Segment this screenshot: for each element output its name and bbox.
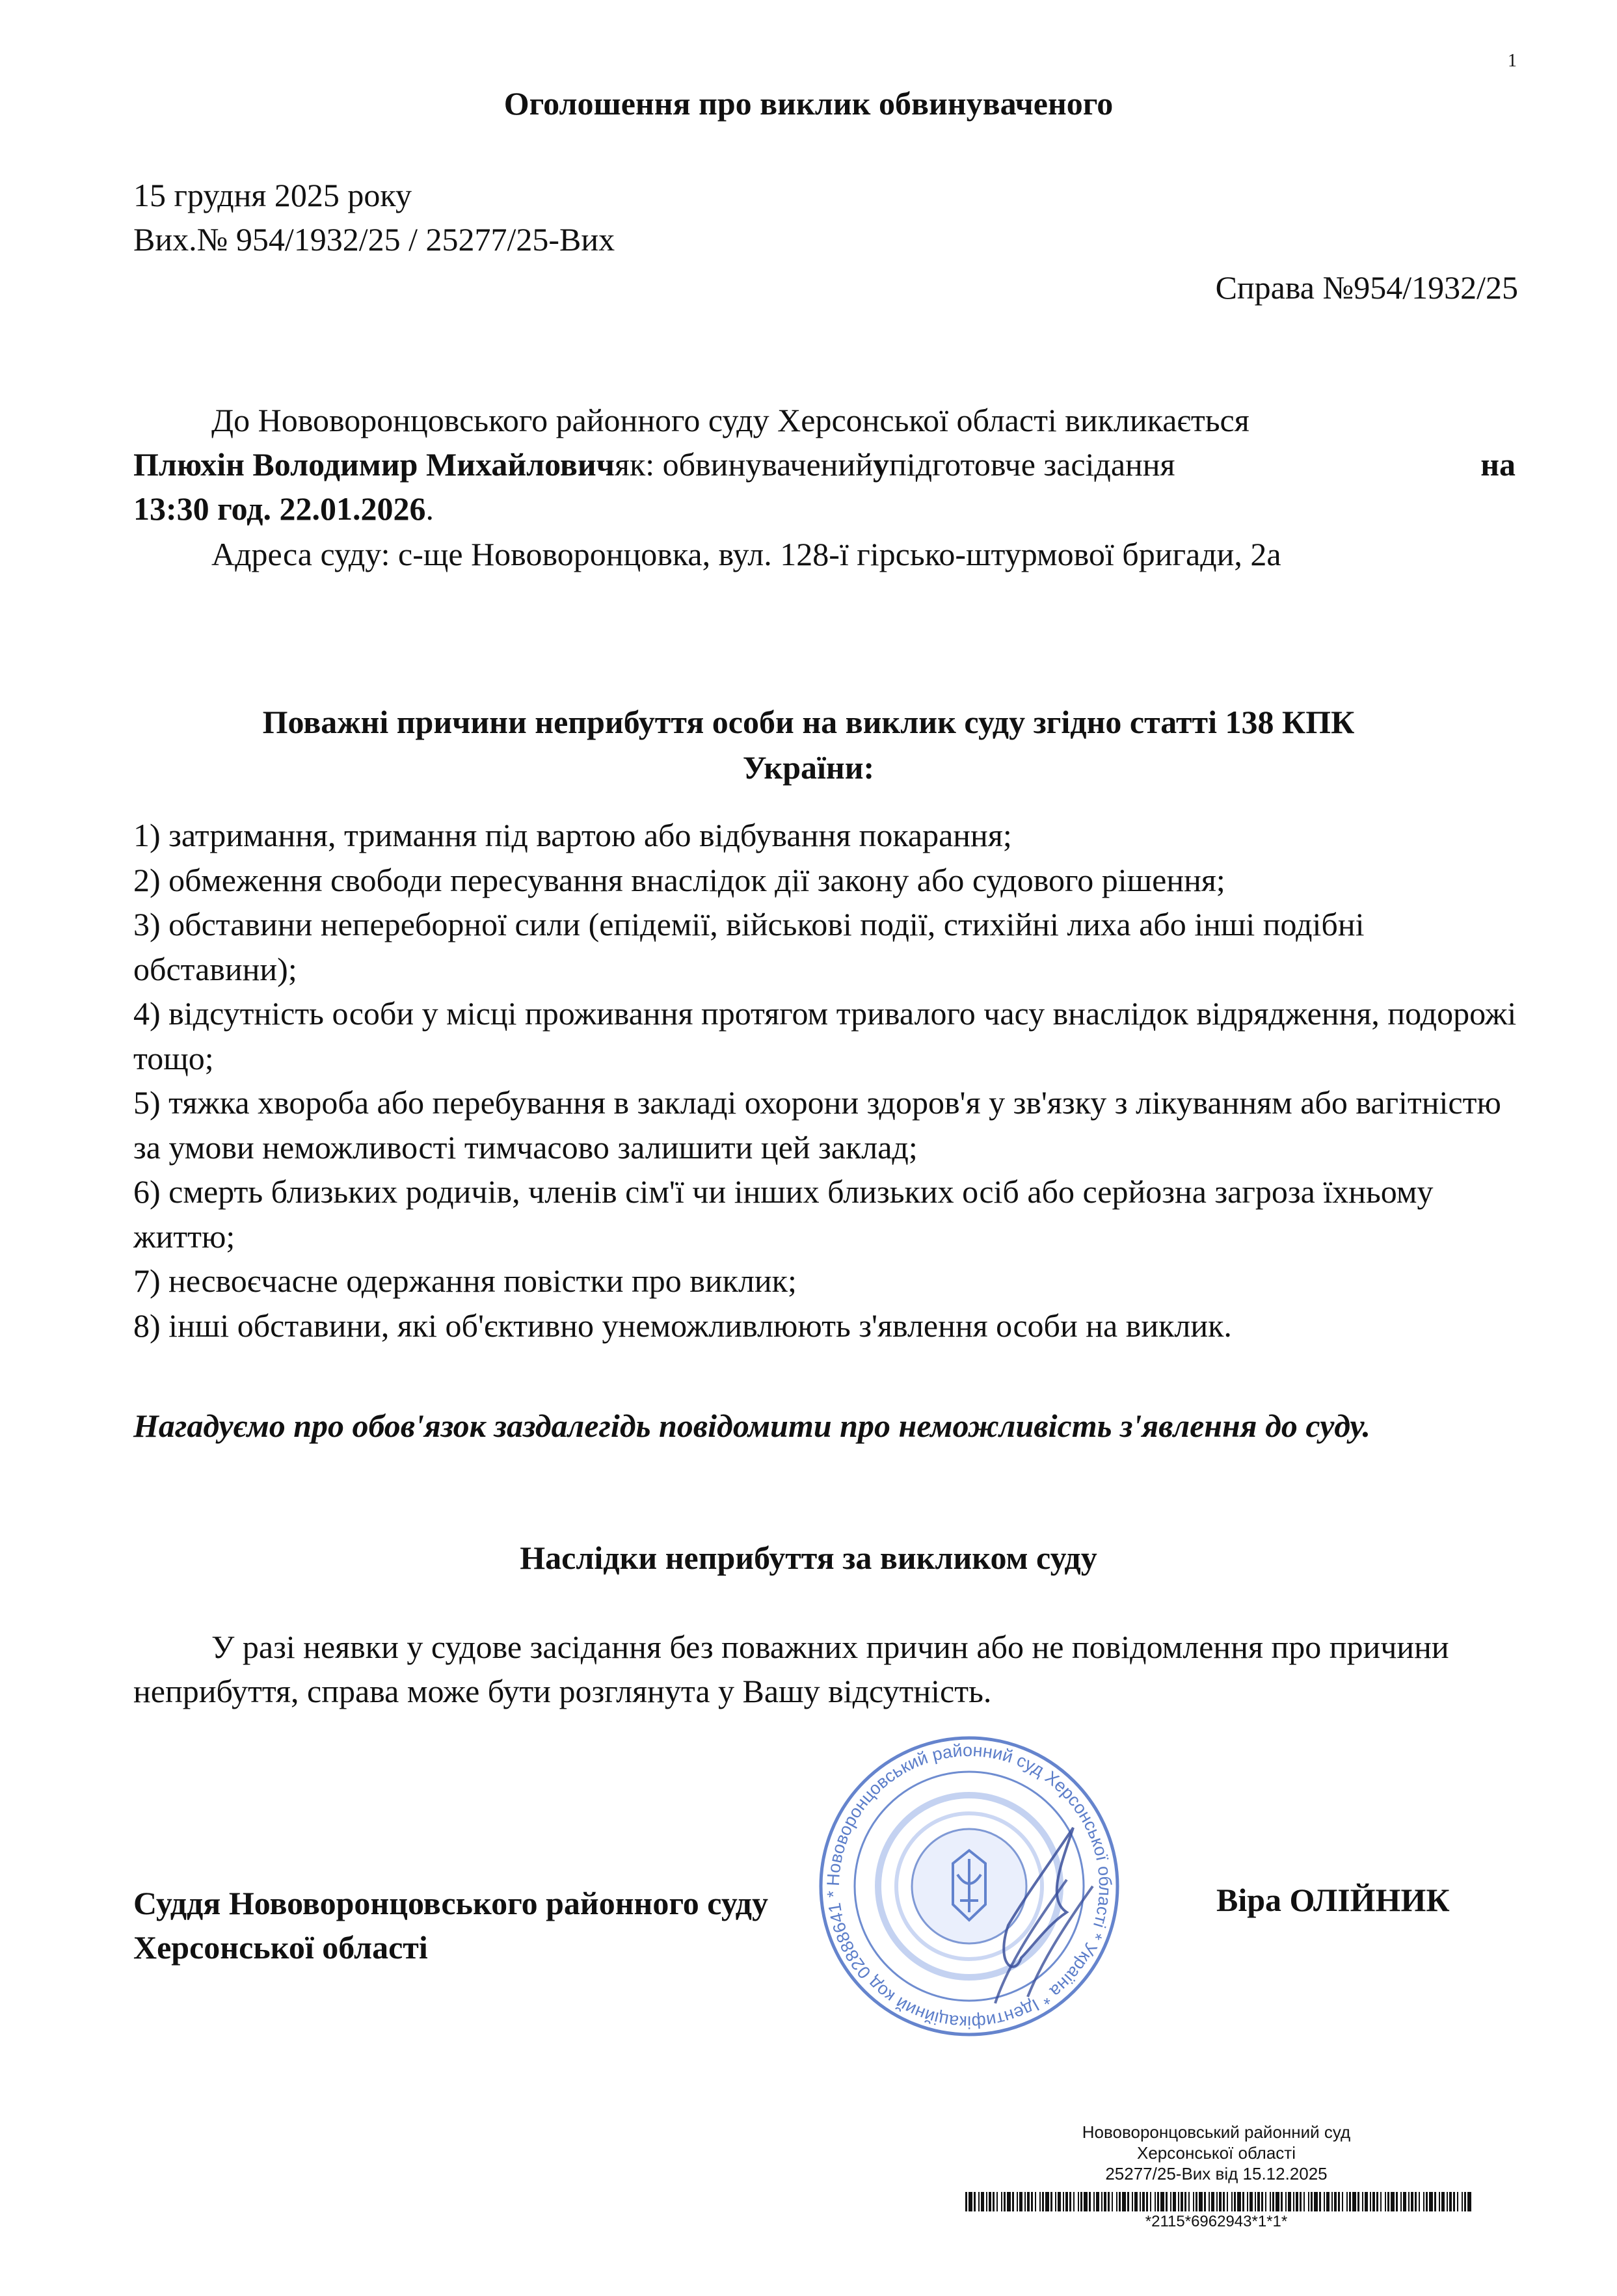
barcode-bar	[1122, 2192, 1126, 2211]
barcode-bar	[1362, 2192, 1363, 2211]
judge-title-line-1: Суддя Нововоронцовського районного суду	[133, 1885, 768, 1921]
barcode-bar	[1457, 2192, 1458, 2211]
barcode-bar	[1157, 2192, 1159, 2211]
barcode	[965, 2192, 1473, 2211]
barcode-bar	[1209, 2192, 1210, 2211]
summons-role: як: обвинувачений	[614, 446, 873, 483]
barcode-bar	[1385, 2192, 1386, 2211]
barcode-bar	[1265, 2192, 1266, 2211]
list-item: 5) тяжка хвороба або перебування в закладі охорони здоров'я у зв'язку з лікуванням або вагітністю за умови неможливості тимчасово залишити цей заклад;	[133, 1084, 1501, 1166]
barcode-bar	[989, 2192, 991, 2211]
judge-name: Віра ОЛІЙНИК	[1216, 1882, 1450, 1918]
list-item: 1) затримання, тримання під вартою або відбування покарання;	[133, 817, 1012, 853]
barcode-bar	[1204, 2192, 1206, 2211]
barcode-bar	[1396, 2192, 1398, 2211]
barcode-bar	[1080, 2192, 1082, 2211]
barcode-bar	[1142, 2192, 1145, 2211]
barcode-bar	[1257, 2192, 1260, 2211]
barcode-bar	[1219, 2192, 1222, 2211]
barcode-bar	[1178, 2192, 1179, 2211]
barcode-bar	[996, 2192, 998, 2211]
list-item: 3) обставини непереборної сили (епідемії, військові події, стихійні лиха або інші подібні обставини);	[133, 906, 1365, 987]
barcode-bar	[1370, 2192, 1371, 2211]
barcode-bar	[1127, 2192, 1129, 2211]
court-address: Адреса суду: с-ще Нововоронцовка, вул. 128-ї гірсько-штурмової бригади, 2а	[211, 536, 1281, 572]
barcode-bar	[1199, 2192, 1203, 2211]
barcode-bar	[1449, 2192, 1452, 2211]
barcode-bar	[1119, 2192, 1121, 2211]
barcode-bar	[1365, 2192, 1368, 2211]
consequences-paragraph: У разі неявки у судове засідання без поважних причин або не повідомлення про причини неприбуття, справа може бути розглянута у Вашу відсутність.	[133, 1629, 1449, 1709]
outgoing-number: Вих.№ 954/1932/25 / 25277/25-Вих	[133, 221, 615, 258]
barcode-bar	[1146, 2192, 1148, 2211]
registration-number: 25277/25-Вих від 15.12.2025	[1105, 2164, 1328, 2183]
barcode-bar	[1019, 2192, 1022, 2211]
summons-at: на	[1480, 446, 1516, 483]
registration-region: Херсонської області	[1137, 2143, 1296, 2163]
barcode-text: *2115*6962943*1*1*	[1145, 2213, 1288, 2230]
summons-preposition: у	[872, 446, 889, 483]
consequences-title: Наслідки неприбуття за викликом суду	[520, 1540, 1097, 1576]
barcode-bar	[1415, 2192, 1417, 2211]
barcode-bar	[1078, 2192, 1079, 2211]
barcode-bar	[1272, 2192, 1274, 2211]
barcode-bar	[1101, 2192, 1102, 2211]
barcode-bar	[1042, 2192, 1044, 2211]
barcode-bar	[1372, 2192, 1375, 2211]
barcode-bar	[1096, 2192, 1099, 2211]
barcode-bar	[1352, 2192, 1356, 2211]
document-title: Оголошення про виклик обвинуваченого	[503, 85, 1114, 122]
barcode-bar	[1408, 2192, 1410, 2211]
barcode-bar	[1035, 2192, 1036, 2211]
barcode-bar	[1247, 2192, 1248, 2211]
barcode-bar	[1429, 2192, 1433, 2211]
barcode-bar	[1012, 2192, 1014, 2211]
list-item: 4) відсутність особи у місці проживання протягом тривалого часу внаслідок відрядження, подорожі тощо;	[133, 995, 1517, 1076]
barcode-bar	[1426, 2192, 1428, 2211]
barcode-bar	[1058, 2192, 1061, 2211]
list-item: 7) несвоєчасне одержання повістки про виклик;	[133, 1262, 797, 1299]
barcode-bar	[1324, 2192, 1325, 2211]
barcode-bar	[1242, 2192, 1244, 2211]
barcode-bar	[1024, 2192, 1026, 2211]
summons-line-1: До Нововоронцовського районного суду Херсонської області викликається	[211, 402, 1250, 438]
barcode-bar	[1001, 2192, 1002, 2211]
barcode-bar	[1293, 2192, 1294, 2211]
barcode-bar	[1281, 2192, 1283, 2211]
barcode-bar	[1132, 2192, 1133, 2211]
barcode-bar	[1050, 2192, 1052, 2211]
barcode-bar	[1089, 2192, 1091, 2211]
barcode-bar	[1453, 2192, 1455, 2211]
barcode-bar	[993, 2192, 995, 2211]
barcode-bar	[1403, 2192, 1406, 2211]
barcode-bar	[978, 2192, 980, 2211]
barcode-bar	[1357, 2192, 1359, 2211]
barcode-bar	[1300, 2192, 1302, 2211]
barcode-bar	[1170, 2192, 1171, 2211]
barcode-bar	[1462, 2192, 1463, 2211]
barcode-bar	[1434, 2192, 1436, 2211]
barcode-bar	[1211, 2192, 1214, 2211]
barcode-bar	[1411, 2192, 1413, 2211]
barcode-bar	[1150, 2192, 1151, 2211]
seal-text: Нововоронцовський районний суд Херсонської області * Україна * Ідентифікаційний код 02888641 *	[823, 1740, 1116, 2033]
barcode-bar	[1084, 2192, 1088, 2211]
case-number: Справа №954/1932/25	[1215, 269, 1518, 306]
barcode-bar	[1296, 2192, 1298, 2211]
barcode-bar	[1447, 2192, 1448, 2211]
barcode-bar	[1184, 2192, 1186, 2211]
court-seal-stamp	[813, 1730, 1125, 2042]
registration-court: Нововоронцовський районний суд	[1082, 2122, 1351, 2142]
document-date: 15 грудня 2025 року	[133, 177, 412, 213]
barcode-bar	[1400, 2192, 1402, 2211]
barcode-bar	[1288, 2192, 1291, 2211]
accused-name: Плюхін Володимир Михайлович	[133, 446, 615, 483]
barcode-bar	[1160, 2192, 1164, 2211]
summons-period: .	[425, 490, 434, 527]
barcode-bar	[986, 2192, 987, 2211]
barcode-bar	[965, 2192, 967, 2211]
barcode-bar	[1104, 2192, 1106, 2211]
barcode-bar	[1346, 2192, 1348, 2211]
summons-hearing-type: підготовче засідання	[889, 446, 1175, 483]
barcode-bar	[1196, 2192, 1197, 2211]
barcode-bar	[1261, 2192, 1263, 2211]
barcode-bar	[1314, 2192, 1318, 2211]
barcode-bar	[1423, 2192, 1424, 2211]
barcode-bar	[1069, 2192, 1071, 2211]
barcode-bar	[1311, 2192, 1313, 2211]
barcode-bar	[1116, 2192, 1117, 2211]
barcode-bar	[1173, 2192, 1176, 2211]
barcode-bar	[1380, 2192, 1382, 2211]
barcode-bar	[1349, 2192, 1351, 2211]
barcode-bar	[1319, 2192, 1321, 2211]
reminder-notice: Нагадуємо про обов'язок заздалегідь повідомити про неможливість з'явлення до суду.	[133, 1408, 1370, 1444]
barcode-bar	[1065, 2192, 1068, 2211]
barcode-bar	[974, 2192, 976, 2211]
barcode-bar	[1073, 2192, 1075, 2211]
barcode-bar	[1223, 2192, 1225, 2211]
judge-title	[133, 1881, 768, 1969]
valid-reasons-title-line-2: України:	[742, 749, 875, 786]
page-number: 1	[1508, 51, 1517, 71]
list-item: 8) інші обставини, які об'єктивно унеможливлюють з'явлення особи на виклик.	[133, 1307, 1232, 1344]
valid-reasons-list	[133, 813, 1532, 1348]
barcode-bar	[981, 2192, 984, 2211]
barcode-bar	[1093, 2192, 1095, 2211]
barcode-bar	[1464, 2192, 1466, 2211]
barcode-bar	[1467, 2192, 1471, 2211]
barcode-bar	[1134, 2192, 1138, 2211]
barcode-bar	[1063, 2192, 1064, 2211]
barcode-bar	[1255, 2192, 1256, 2211]
barcode-bar	[1166, 2192, 1168, 2211]
barcode-bar	[1193, 2192, 1194, 2211]
barcode-bar	[1140, 2192, 1141, 2211]
barcode-bar	[1231, 2192, 1233, 2211]
hearing-datetime: 13:30 год. 22.01.2026	[133, 490, 426, 527]
barcode-bar	[1303, 2192, 1305, 2211]
barcode-bar	[1342, 2192, 1343, 2211]
summons-line-2	[133, 442, 1516, 487]
barcode-bar	[1276, 2192, 1279, 2211]
barcode-bar	[1055, 2192, 1056, 2211]
barcode-bar	[1039, 2192, 1041, 2211]
barcode-bar	[1108, 2192, 1110, 2211]
barcode-bar	[1027, 2192, 1030, 2211]
barcode-bar	[1419, 2192, 1420, 2211]
barcode-bar	[1227, 2192, 1228, 2211]
barcode-bar	[1439, 2192, 1440, 2211]
barcode-bar	[1031, 2192, 1033, 2211]
barcode-bar	[1155, 2192, 1156, 2211]
list-item: 6) смерть близьких родичів, членів сім'ї чи інших близьких осіб або серйозна загроза їхньому життю;	[133, 1173, 1434, 1255]
barcode-bar	[1017, 2192, 1018, 2211]
registration-stamp	[963, 2122, 1470, 2184]
barcode-bar	[1387, 2192, 1389, 2211]
barcode-bar	[1234, 2192, 1236, 2211]
barcode-bar	[1334, 2192, 1337, 2211]
barcode-bar	[1376, 2192, 1378, 2211]
summons-paragraph	[133, 398, 1516, 531]
barcode-bar	[1181, 2192, 1183, 2211]
barcode-bar	[1045, 2192, 1049, 2211]
barcode-bar	[1250, 2192, 1253, 2211]
judge-title-line-2: Херсонської області	[133, 1929, 428, 1966]
summons-line-3	[133, 487, 1516, 531]
barcode-bar	[1216, 2192, 1218, 2211]
barcode-bar	[1004, 2192, 1006, 2211]
valid-reasons-title	[0, 699, 1617, 790]
barcode-bar	[1308, 2192, 1309, 2211]
list-item: 2) обмеження свободи пересування внаслідок дії закону або судового рішення;	[133, 861, 1225, 898]
barcode-bar	[1338, 2192, 1340, 2211]
barcode-bar	[969, 2192, 972, 2211]
barcode-bar	[1331, 2192, 1333, 2211]
valid-reasons-title-line-1: Поважні причини неприбуття особи на виклик суду згідно статті 138 КПК	[262, 704, 1355, 740]
barcode-bar	[1112, 2192, 1113, 2211]
barcode-bar	[1326, 2192, 1330, 2211]
barcode-bar	[1270, 2192, 1271, 2211]
barcode-bar	[1391, 2192, 1395, 2211]
barcode-bar	[1007, 2192, 1011, 2211]
barcode-bar	[1441, 2192, 1445, 2211]
barcode-bar	[1285, 2192, 1287, 2211]
barcode-bar	[1188, 2192, 1190, 2211]
barcode-bar	[1237, 2192, 1241, 2211]
